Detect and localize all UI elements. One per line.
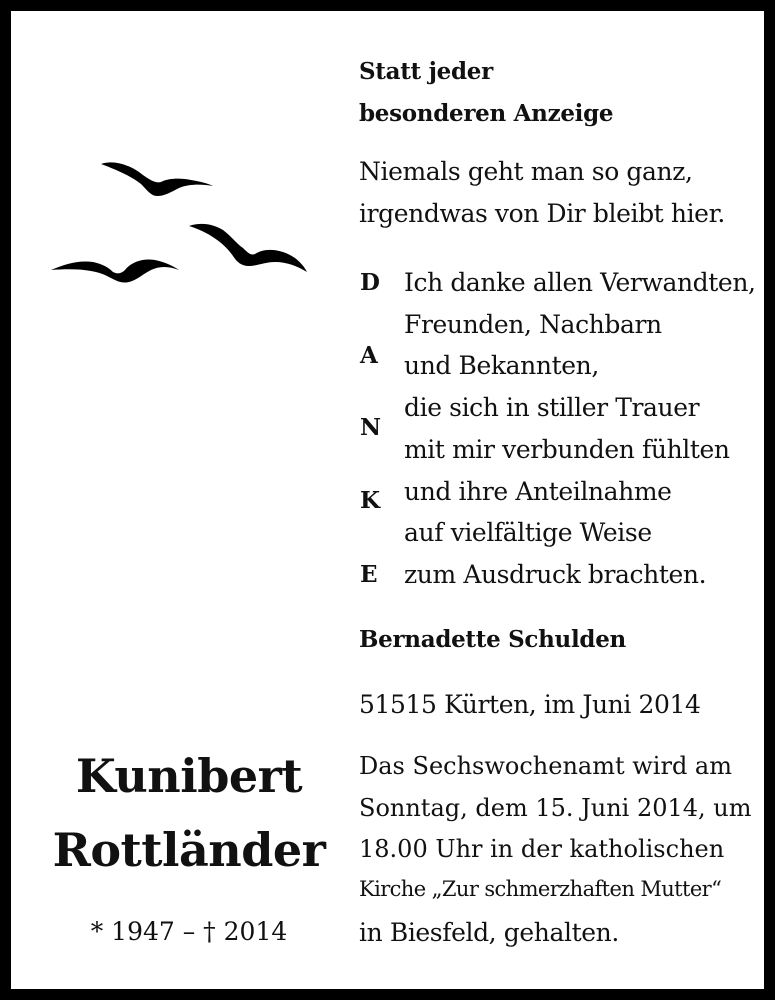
place-date: 51515 Kürten, im Juni 2014 xyxy=(359,690,701,719)
obituary-notice xyxy=(11,11,764,989)
service-line: Sonntag, dem 15. Juni 2014, um xyxy=(359,794,752,822)
thanks-line: und ihre Anteilnahme xyxy=(404,477,672,506)
signature: Bernadette Schulden xyxy=(359,626,626,653)
danke-letter: D xyxy=(360,269,380,296)
heading-line-1: Statt jeder xyxy=(359,58,493,85)
thanks-line: Ich danke allen Verwandten, xyxy=(404,268,756,297)
motto-line-2: irgendwas von Dir bleibt hier. xyxy=(359,199,725,228)
service-line: Das Sechswochenamt wird am xyxy=(359,752,732,780)
thanks-line: die sich in stiller Trauer xyxy=(404,393,700,422)
danke-letter: A xyxy=(360,342,378,369)
motto-line-1: Niemals geht man so ganz, xyxy=(359,157,693,186)
danke-letter: N xyxy=(360,414,382,441)
service-line: Kirche „Zur schmerzhaften Mutter“ xyxy=(359,877,722,901)
service-line: in Biesfeld, gehalten. xyxy=(359,918,619,947)
thanks-line: Freunden, Nachbarn xyxy=(404,310,662,339)
heading-line-2: besonderen Anzeige xyxy=(359,100,614,127)
thanks-line: mit mir verbunden fühlten xyxy=(404,435,730,464)
thanks-line: auf vielfältige Weise xyxy=(404,518,652,547)
thanks-line: und Bekannten, xyxy=(404,351,599,380)
deceased-last-name: Rottländer xyxy=(52,823,326,877)
life-dates: * 1947 – † 2014 xyxy=(90,917,288,946)
flying-birds-icon xyxy=(51,156,321,286)
thanks-line: zum Ausdruck brachten. xyxy=(404,560,707,589)
danke-letter: E xyxy=(360,561,378,588)
deceased-first-name: Kunibert xyxy=(75,749,303,803)
service-line: 18.00 Uhr in der katholischen xyxy=(359,835,725,863)
danke-letter: K xyxy=(360,487,380,514)
